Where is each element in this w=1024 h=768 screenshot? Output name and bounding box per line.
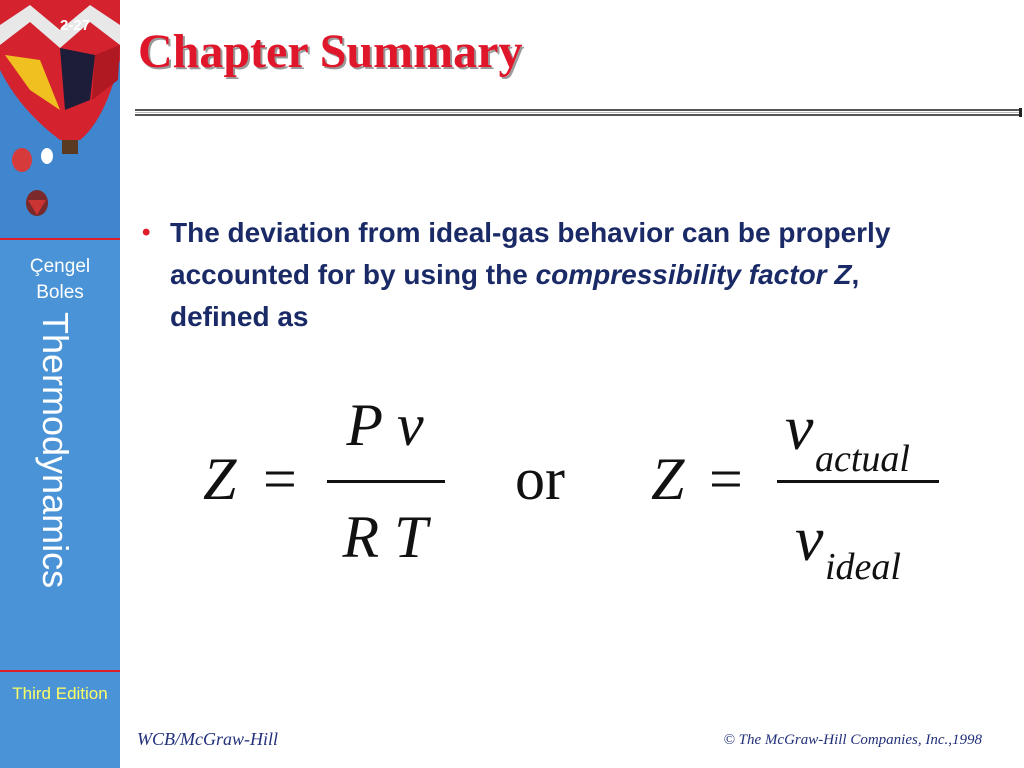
footer-copyright: © The McGraw-Hill Companies, Inc.,1998: [723, 732, 982, 748]
sidebar: [0, 0, 120, 768]
bullet-point: [142, 212, 922, 338]
formula-lhs: Z: [651, 446, 685, 512]
edition-label: Third Edition: [12, 684, 108, 703]
formula-numerator-var: v: [785, 392, 814, 463]
formula-equals: =: [709, 446, 743, 512]
formula-denominator: R T: [342, 504, 428, 570]
title-rule: [135, 108, 1024, 118]
formula-equals: =: [263, 446, 297, 512]
hot-air-balloon-image: [0, 0, 120, 238]
formula-lhs: Z: [203, 446, 237, 512]
bullet-text-part: , defined as: [170, 259, 860, 332]
bullet-icon: •: [142, 219, 151, 246]
fraction-bar: [327, 480, 445, 483]
author-name: Boles: [36, 282, 84, 303]
slide-number: 2-27: [60, 17, 91, 34]
formula-numerator: P v: [346, 392, 424, 458]
book-title: Thermodynamics: [35, 312, 76, 589]
sidebar-divider-bottom: [0, 670, 120, 672]
author-name: Çengel: [29, 256, 91, 277]
bullet-text: [170, 212, 922, 338]
formula-denominator-sub: ideal: [825, 546, 901, 588]
slide-title: Chapter Summary: [138, 25, 523, 78]
formula-denominator-var: v: [795, 503, 824, 574]
bullet-emphasis: compressibility factor Z: [535, 259, 852, 290]
compressibility-formula: [195, 385, 955, 600]
sidebar-divider-top: [0, 238, 120, 240]
fraction-bar: [777, 480, 939, 483]
footer-publisher: WCB/McGraw-Hill: [137, 729, 278, 749]
formula-or: or: [515, 446, 565, 512]
bullet-text-part: The deviation from ideal-gas behavior can be properly accounted for by using the: [170, 217, 891, 290]
formula-numerator-sub: actual: [815, 438, 910, 480]
